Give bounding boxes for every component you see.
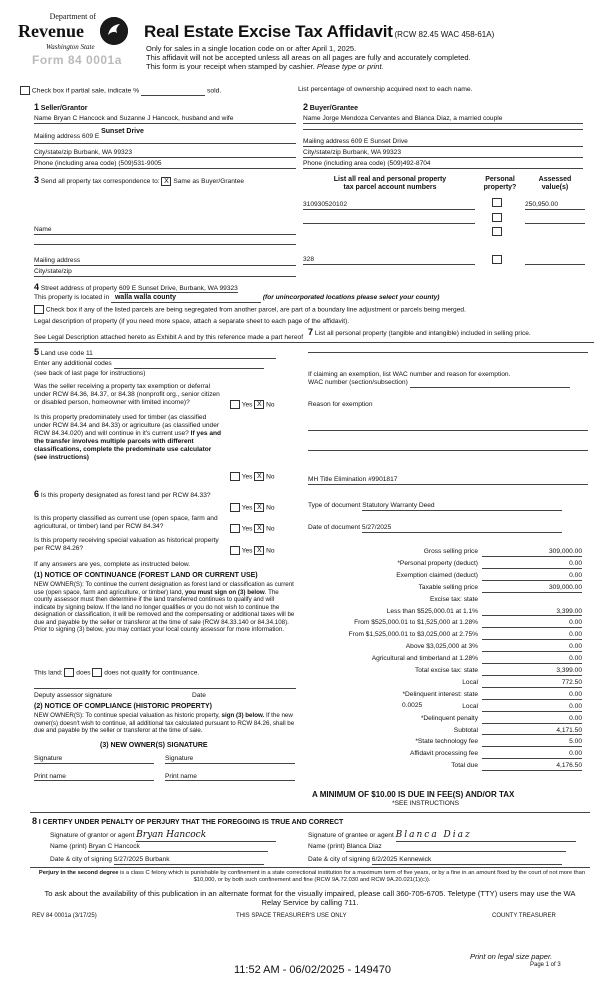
- tax-row: [300, 584, 590, 595]
- land-use-code[interactable]: 11: [86, 350, 276, 359]
- parcel-header-2: tax parcel account numbers: [343, 184, 437, 192]
- q-timber-no[interactable]: X: [254, 472, 264, 481]
- wac-number-field[interactable]: [410, 379, 570, 388]
- segregated-checkbox[interactable]: [34, 305, 44, 314]
- tax-row: [300, 715, 590, 726]
- q-exemption-deferral: Was the seller receiving a property tax exemption or deferral under RCW 84.36, 84.37, or 84.38 (nonprofit org., senior citizen or disabled person, homeowner with limited income)?: [34, 383, 220, 406]
- notice-continuance-title: (1) NOTICE OF CONTINUANCE (FOREST LAND OR CURRENT USE): [34, 572, 258, 579]
- treasurer-use-only: THIS SPACE TREASURER'S USE ONLY: [236, 913, 347, 919]
- certify-statement: I CERTIFY UNDER PENALTY OF PERJURY THAT THE FOREGOING IS TRUE AND CORRECT: [38, 819, 344, 826]
- legal-description[interactable]: See Legal Description attached hereto as Exhibit A and by this reference made a part hereof: [34, 334, 594, 343]
- buyer-city[interactable]: Burbank, WA 99323: [342, 149, 401, 156]
- tax-row: [300, 738, 590, 749]
- intro-line-3: This form is your receipt when stamped by cashier. Please type or print.: [146, 62, 384, 71]
- tax-row: [300, 643, 590, 654]
- state-label: Washington State: [46, 43, 95, 51]
- form-number: Form 84 0001a: [32, 53, 122, 67]
- tax-row-value[interactable]: 0.00: [482, 703, 582, 712]
- q-forest-yes[interactable]: [230, 503, 240, 512]
- tax-row-label: Above $3,025,000 at 3%: [405, 643, 478, 651]
- personal-property-list-field[interactable]: [308, 352, 588, 353]
- tax-row-value[interactable]: 0.00: [482, 655, 582, 664]
- grantee-print-name[interactable]: Blanca Diaz: [346, 843, 566, 852]
- notice-compliance-title: (2) NOTICE OF COMPLIANCE (HISTORIC PROPERTY): [34, 703, 212, 710]
- buyer-name[interactable]: Jorge Mendoza Cervantes and Blanca Diaz, a married couple: [322, 115, 503, 122]
- county-treasurer: COUNTY TREASURER: [492, 913, 556, 919]
- list-pct-note: List percentage of ownership acquired next to each name.: [298, 86, 473, 93]
- tax-row-label: *Delinquent penalty: [420, 714, 478, 722]
- intro-line-1: Only for sales in a single location code on or after April 1, 2025.: [146, 44, 357, 53]
- property-street-address[interactable]: 609 E Sunset Drive, Burbank, WA 99323: [118, 285, 238, 292]
- tax-row-value[interactable]: 0.00: [482, 619, 582, 628]
- q-current-use: Is this property classified as current use (open space, farm and agricultural, or timber) land per RCW 84.34?: [34, 515, 218, 530]
- new-owner-signature-1[interactable]: [34, 763, 154, 764]
- form-revision: REV 84 0001a (3/17/25): [32, 913, 97, 919]
- partial-sale-label: Check box if partial sale, indicate %: [31, 87, 140, 95]
- buyer-phone[interactable]: (509)492-8704: [387, 160, 431, 167]
- partial-pct-field[interactable]: [141, 87, 205, 96]
- personal-property-checkbox-3[interactable]: [492, 227, 502, 236]
- personal-property-checkbox-1[interactable]: [492, 198, 502, 207]
- partial-sale-checkbox[interactable]: [20, 86, 30, 95]
- tax-row: [300, 619, 590, 630]
- personal-property-checkbox-2[interactable]: [492, 213, 502, 222]
- revenue-logo-icon: [100, 17, 128, 45]
- tax-row: [300, 667, 590, 678]
- tax-row-label: Excise tax: state: [429, 595, 478, 603]
- tax-row-label: Exemption claimed (deduct): [396, 571, 478, 579]
- tax-row-label: Taxable selling price: [418, 583, 478, 591]
- seller-mailing[interactable]: 609 E: [82, 133, 100, 140]
- accessibility-notice: To ask about the availability of this publication in an alternate format for the visually impaired, please call 360-705-6705. Teletype (TTY) users may use the WA Relay Service by calling 711.: [44, 889, 576, 908]
- personal-property-header: Personal property?: [483, 176, 517, 192]
- tax-row-value[interactable]: 0.00: [482, 631, 582, 640]
- q-exemption-yes[interactable]: [230, 400, 240, 409]
- tax-row: [300, 596, 590, 607]
- tax-row: [300, 703, 590, 714]
- tax-row-label: *Delinquent interest: state: [402, 690, 478, 698]
- new-owner-signature-2[interactable]: [165, 763, 295, 764]
- buyer-mailing[interactable]: 609 E Sunset Drive: [351, 138, 408, 145]
- tax-row-label: Gross selling price: [423, 548, 478, 555]
- tax-row-value[interactable]: 5.00: [482, 738, 582, 747]
- send-correspondence-label: Send all property tax correspondence to:: [40, 178, 160, 185]
- legal-description-label: Legal description of property (if you need more space, attach a separate sheet to each page of the affidavit).: [34, 318, 350, 325]
- intro-line-2: This affidavit will not be accepted unless all areas on all pages are fully and accurately completed.: [146, 53, 471, 62]
- tax-row-value[interactable]: 0.00: [482, 560, 582, 569]
- q-current-use-yes[interactable]: [230, 524, 240, 533]
- tax-row: [300, 679, 590, 690]
- q-current-use-no[interactable]: X: [254, 524, 264, 533]
- tax-row: [300, 762, 590, 773]
- revenue-label: Revenue: [18, 21, 84, 41]
- unincorporated-note: (for unincorporated locations please select your county): [262, 294, 440, 301]
- tax-row-label: Subtotal: [453, 726, 478, 734]
- q-forest-no[interactable]: X: [254, 503, 264, 512]
- q-forest-land: Is this property designated as forest land per RCW 84.33?: [40, 492, 211, 499]
- seller-heading: Seller/Grantor: [40, 105, 88, 112]
- tax-row-label: Agricultural and timberland at 1.28%: [371, 655, 478, 663]
- dept-of-label: Department of: [49, 12, 96, 21]
- personal-property-checkbox-4[interactable]: [492, 255, 502, 264]
- seller-mailing-street[interactable]: Sunset Drive: [101, 128, 144, 135]
- assessed-value-header: Assessed value(s): [538, 176, 572, 192]
- minimum-due-notice: A MINIMUM OF $10.00 IS DUE IN FEE(S) AND/OR TAX: [312, 790, 515, 799]
- tax-row: [300, 608, 590, 619]
- land-does-not-checkbox[interactable]: [92, 668, 102, 677]
- grantee-signature[interactable]: Blanca Diaz: [396, 830, 576, 842]
- tax-row: [300, 727, 590, 738]
- document-type[interactable]: Statutory Warranty Deed: [362, 502, 562, 511]
- same-as-buyer-checkbox[interactable]: X: [161, 177, 171, 186]
- seller-phone[interactable]: (509)531-9005: [118, 160, 162, 167]
- tax-row: [300, 631, 590, 642]
- tax-row-value[interactable]: 0.00: [482, 750, 582, 759]
- q-historic-yes[interactable]: [230, 546, 240, 555]
- tax-row-label: Total excise tax: state: [414, 667, 478, 674]
- form-title: Real Estate Excise Tax Affidavit: [144, 22, 393, 41]
- tax-row: [300, 548, 590, 559]
- tax-row-label: Local: [462, 702, 478, 710]
- tax-row-value[interactable]: 0.00: [482, 643, 582, 652]
- q-timber-agri: Is this property predominately used for timber (as classified under RCW 84.34 and 84.33) or agriculture (as classified under RCW 84.34.020) and will continue in it's current use?: [34, 414, 220, 437]
- agency-logo: [18, 12, 133, 82]
- property-county[interactable]: walla walla county: [111, 294, 261, 303]
- tax-row-value[interactable]: 4,171.50: [482, 727, 582, 736]
- document-date[interactable]: 5/27/2025: [362, 524, 562, 533]
- parcel-header-1: List all real and personal property: [333, 176, 447, 183]
- tax-row-value[interactable]: 4,176.50: [482, 762, 582, 771]
- parcel-number-2[interactable]: 328: [303, 256, 475, 265]
- page-number: Page 1 of 3: [530, 962, 561, 968]
- q-historic-no[interactable]: X: [254, 546, 264, 555]
- receipt-stamp: 11:52 AM - 06/02/2025 - 149470: [234, 964, 391, 976]
- grantee-date-city[interactable]: 6/2/2025 Kennewick: [372, 856, 562, 865]
- legal-paper-note: Print on legal size paper.: [470, 952, 553, 961]
- additional-codes-field[interactable]: [114, 360, 264, 369]
- tax-row-value[interactable]: 0.00: [482, 572, 582, 581]
- grantor-signature[interactable]: Bryan Hancock: [136, 830, 276, 842]
- tax-row-label: Less than $525,000.01 at 1.1%: [386, 607, 478, 615]
- tax-row: [300, 750, 590, 761]
- assessed-value-1[interactable]: 250,950.00: [525, 201, 585, 210]
- title-rcw-ref: (RCW 82.45 WAC 458-61A): [394, 30, 495, 39]
- buyer-heading: Buyer/Grantee: [309, 105, 359, 112]
- tax-row: [300, 560, 590, 571]
- local-rate: 0.0025: [402, 702, 423, 709]
- tax-row-label: Total due: [451, 762, 478, 770]
- tax-row-label: *Personal property (deduct): [397, 559, 478, 567]
- tax-row-label: From $525,000.01 to $1,525,000 at 1.28%: [354, 619, 478, 627]
- tax-row-value[interactable]: 0.00: [482, 691, 582, 700]
- grantor-date-city[interactable]: 5/27/2025 Burbank: [114, 856, 264, 865]
- seller-name[interactable]: Bryan C Hancock and Suzanne J Hancock, husband and wife: [53, 115, 234, 122]
- tax-row-label: *State technology fee: [415, 738, 478, 746]
- land-does-checkbox[interactable]: [64, 668, 74, 677]
- tax-row-value[interactable]: 3,399.00: [482, 667, 582, 676]
- tax-row: [300, 655, 590, 666]
- tax-row: [300, 691, 590, 702]
- tax-row: [300, 572, 590, 583]
- grantor-print-name[interactable]: Bryan C Hancock: [88, 843, 268, 852]
- see-instructions-note: *SEE INSTRUCTIONS: [392, 800, 460, 807]
- tax-row-value[interactable]: 3,399.00: [482, 608, 582, 617]
- new-owner-signature-title: (3) NEW OWNER(S) SIGNATURE: [100, 742, 208, 749]
- tax-row-label: Affidavit processing fee: [409, 750, 478, 758]
- mh-title-elimination[interactable]: MH Title Elimination #9901817: [308, 476, 588, 485]
- perjury-notice: Perjury in the second degree is a class C felony which is punishable by confinement in a state correctional institution for a maximum term of five years, or by a fine in an amount fixed by the court of not more than $10,000, or by both such confinement and fine (RCW 9A.72.030 and RCW 9A.20.021(1)(c)).: [38, 870, 586, 884]
- q-historic: Is this property receiving special valuation as historical property per RCW 84.26?: [34, 537, 219, 552]
- seller-city[interactable]: Burbank, WA 99323: [73, 149, 132, 156]
- tax-row-value[interactable]: 772.50: [482, 679, 582, 688]
- tax-row-label: Local: [462, 678, 478, 686]
- q-exemption-no[interactable]: X: [254, 400, 264, 409]
- parcel-number-1[interactable]: 310930520102: [303, 201, 475, 210]
- tax-row-label: From $1,525,000.01 to $3,025,000 at 2.75%: [348, 631, 478, 639]
- personal-property-list-label: List all personal property (tangible and intangible) included in selling price.: [314, 330, 531, 337]
- tax-row-value[interactable]: 0.00: [482, 715, 582, 724]
- tax-row-value[interactable]: 309,000.00: [482, 548, 582, 557]
- tax-row-value[interactable]: 309,000.00: [482, 584, 582, 593]
- q-timber-yes[interactable]: [230, 472, 240, 481]
